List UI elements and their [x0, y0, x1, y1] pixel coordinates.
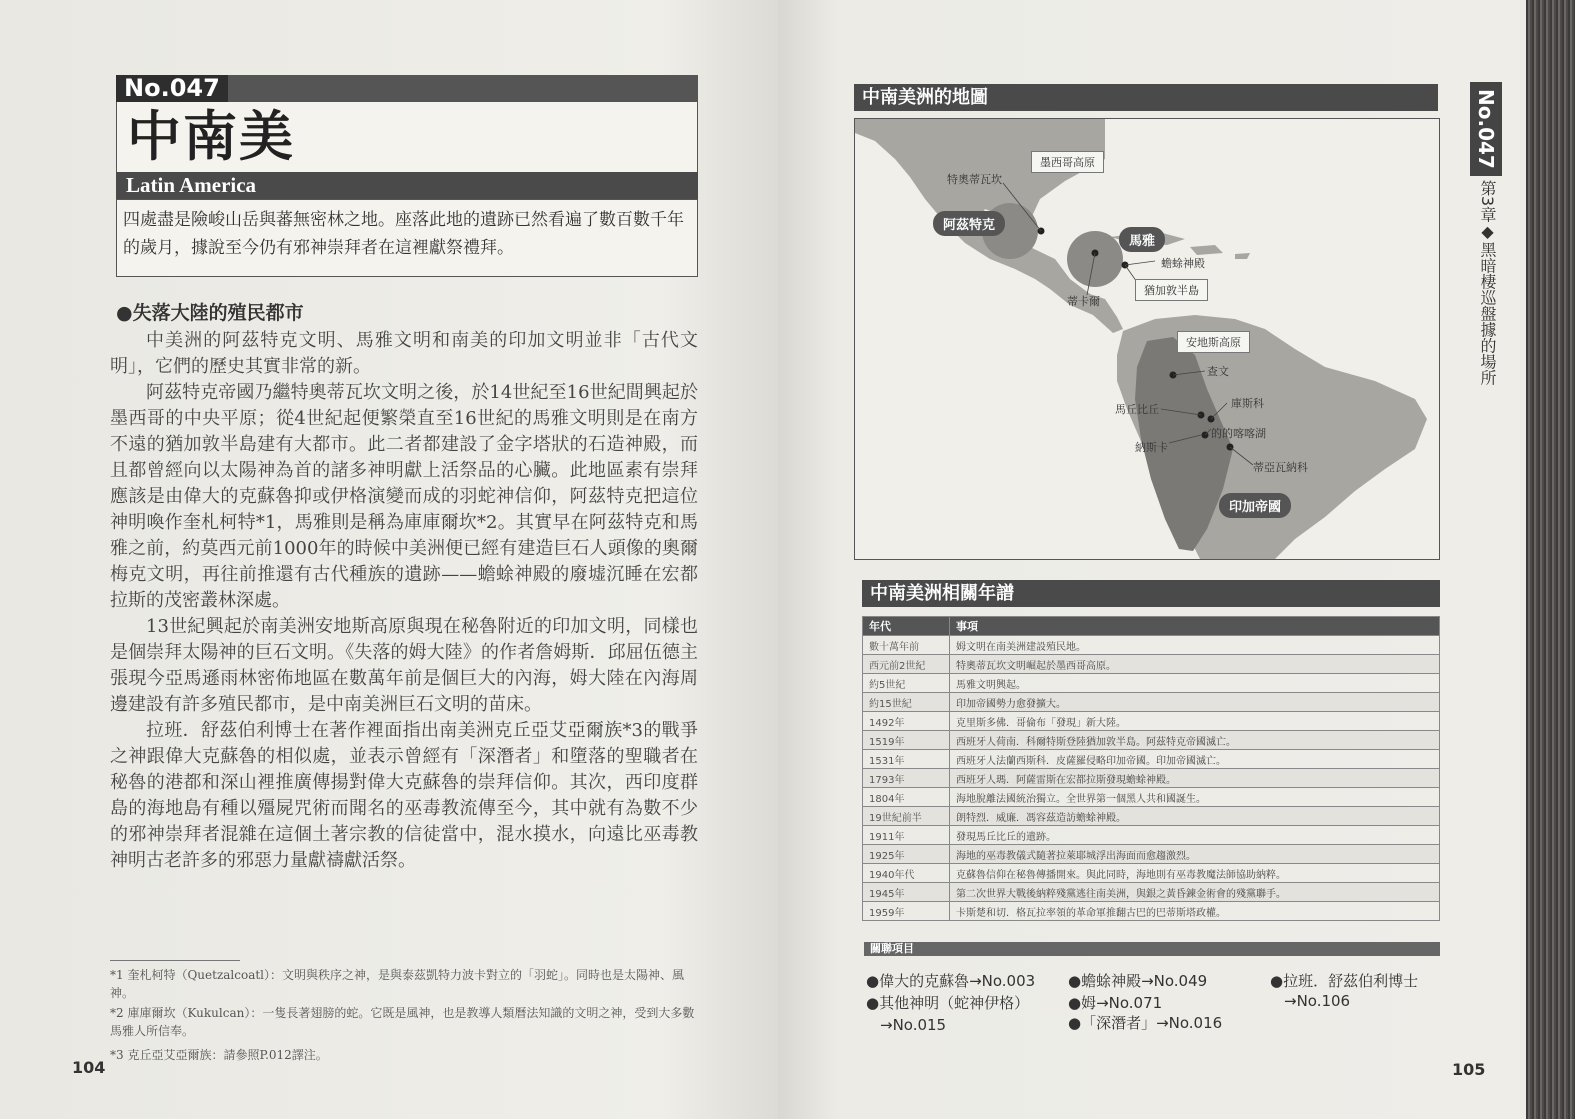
timeline-event: 海地的巫毒教儀式隨著拉萊耶城浮出海面而愈趨激烈。	[950, 845, 1440, 864]
side-chapter-title: 第3章◆黑暗棲巡盤據的場所	[1478, 180, 1497, 386]
timeline-year: 數十萬年前	[863, 636, 950, 655]
timeline-row	[863, 712, 1440, 731]
timeline-year: 1945年	[863, 883, 950, 902]
timeline-year: 1911年	[863, 826, 950, 845]
paragraph: 阿茲特克帝國乃繼特奧蒂瓦坎文明之後，於14世紀至16世紀間興起於墨西哥的中央平原；從4世紀起便繁榮直至16世紀的馬雅文明則是在南方不遠的猶加敦半島建有大都市。此二者都建設了金字塔狀的石造神殿，而且都曾經向以太陽神為首的諸多神明獻上活祭品的心臟。此地區素有崇拜應該是由偉大的克蘇魯抑或伊格演變而成的羽蛇神信仰，阿茲特克把這位神明喚作奎札柯特*1，馬雅則是稱為庫庫爾坎*2。其實早在阿茲特克和馬雅之前，約莫西元前1000年的時候中美洲便已經有建造巨石人頭像的奧爾梅克文明，再往前推還有古代種族的遺跡——蟾蜍神殿的廢墟沉睡在宏都拉斯的茂密叢林深處。	[110, 382, 698, 611]
timeline-year: 1959年	[863, 902, 950, 921]
map-badge-aztec: 阿茲特克	[933, 211, 1005, 236]
paragraph: 中美洲的阿茲特克文明、馬雅文明和南美的印加文明並非「古代文明」，它們的歷史其實非常的新。	[110, 330, 698, 377]
timeline-event: 馬雅文明興起。	[950, 674, 1440, 693]
timeline-event: 西班牙人荷南．科爾特斯登陸猶加敦半島。阿茲特克帝國滅亡。	[950, 731, 1440, 750]
map-label-tikal: 蒂卡爾	[1067, 295, 1100, 308]
timeline-year: 1804年	[863, 788, 950, 807]
paragraph: 13世紀興起於南美洲安地斯高原與現在秘魯附近的印加文明，同樣也是個崇拜太陽神的巨石文明。《失落的姆大陸》的作者詹姆斯．邱屈伍德主張現今亞馬遜雨林密佈地區在數萬年前是個巨大的內海，姆大陸在內海周邊建設有許多殖民都市，是中南美洲巨石文明的苗床。	[110, 616, 698, 715]
timeline-event: 西班牙人法蘭西斯科．皮薩羅侵略印加帝國。印加帝國滅亡。	[950, 750, 1440, 769]
map-label-nazca: 納斯卡	[1135, 441, 1168, 454]
map-label-mexico-plateau: 墨西哥高原	[1031, 151, 1104, 173]
timeline-event: 特奧蒂瓦坎文明崛起於墨西哥高原。	[950, 655, 1440, 674]
timeline-row	[863, 864, 1440, 883]
timeline-event: 克蘇魯信仰在秘魯傳播開來。與此同時，海地則有巫毒教魔法師協助納粹。	[950, 864, 1440, 883]
related-item[interactable]: ●「深潛者」→No.016	[1068, 1014, 1223, 1032]
timeline-year: 約15世紀	[863, 693, 950, 712]
section-heading: ●失落大陸的殖民都市	[116, 302, 304, 324]
timeline-year: 19世紀前半	[863, 807, 950, 826]
related-item[interactable]: ●蟾蜍神殿→No.049	[1068, 972, 1208, 990]
map-label-machu-picchu: 馬丘比丘	[1115, 403, 1159, 416]
footnote: *2 庫庫爾坎（Kukulcan）：一隻長著翅膀的蛇。它既是風神，也是教導人類曆法知識的文明之神，受到大多數馬雅人所信奉。	[110, 1006, 695, 1038]
timeline-year: 1492年	[863, 712, 950, 731]
related-heading-bar	[864, 942, 1440, 956]
timeline-row	[863, 750, 1440, 769]
timeline-row	[863, 788, 1440, 807]
timeline-row	[863, 807, 1440, 826]
map-label-yucatan: 猶加敦半島	[1135, 279, 1208, 301]
timeline-col-year: 年代	[863, 617, 950, 636]
related-heading: 關聯項目	[870, 942, 914, 955]
page-title: 中南美	[127, 105, 295, 168]
body-text	[110, 328, 698, 874]
map-figure	[854, 118, 1440, 560]
timeline-year: 西元前2世紀	[863, 655, 950, 674]
intro-box: 四處盡是險峻山岳與蕃無密林之地。座落此地的遺跡已然看遍了數百數千年的歲月，據說至今仍有邪神崇拜者在這裡獻祭禮拜。	[116, 199, 698, 277]
map-label-andes: 安地斯高原	[1177, 331, 1250, 353]
map-graphic	[855, 119, 1439, 559]
timeline-year: 1531年	[863, 750, 950, 769]
footnote-divider	[110, 960, 240, 961]
map-label-cuzco: 庫斯科	[1231, 397, 1264, 410]
map-label-titicaca: 的的喀喀湖	[1211, 427, 1266, 440]
timeline-header-row	[863, 617, 1440, 636]
land-hispaniola	[1190, 245, 1223, 255]
timeline-heading: 中南美洲相關年譜	[862, 580, 1440, 607]
title-box	[116, 102, 698, 172]
timeline-row	[863, 674, 1440, 693]
timeline-row	[863, 769, 1440, 788]
footnote: *3 克丘亞艾亞爾族：請參照P.012譯注。	[110, 1048, 328, 1062]
timeline-event: 第二次世界大戰後納粹殘黨逃往南美洲，與銀之黃昏鍊金術會的殘黨聯手。	[950, 883, 1440, 902]
timeline-row	[863, 655, 1440, 674]
timeline-table	[862, 616, 1440, 921]
subtitle: Latin America	[126, 173, 257, 197]
related-item[interactable]: ●拉班．舒茲伯利博士	[1270, 972, 1419, 990]
timeline-event: 發現馬丘比丘的遺跡。	[950, 826, 1440, 845]
timeline-event: 朗特烈．威廉．馮容茲造訪蟾蜍神殿。	[950, 807, 1440, 826]
timeline-year: 約5世紀	[863, 674, 950, 693]
related-item[interactable]: →No.015	[880, 1016, 947, 1034]
timeline-body	[863, 636, 1440, 921]
map-label-teotihuacan: 特奧蒂瓦坎	[947, 173, 1002, 186]
related-item[interactable]: ●偉大的克蘇魯→No.003	[866, 972, 1036, 990]
timeline-year: 1519年	[863, 731, 950, 750]
timeline-year: 1925年	[863, 845, 950, 864]
map-badge-inca: 印加帝國	[1219, 493, 1291, 518]
timeline-row	[863, 826, 1440, 845]
timeline-col-event: 事項	[950, 617, 1440, 636]
timeline-event: 西班牙人瑪．阿薩雷斯在宏都拉斯發現蟾蜍神殿。	[950, 769, 1440, 788]
map-heading: 中南美洲的地圖	[854, 84, 1438, 111]
timeline-event: 海地脫離法國統治獨立。全世界第一個黑人共和國誕生。	[950, 788, 1440, 807]
footnote: *1 奎札柯特（Quetzalcoatl）：文明與秩序之神，是與泰茲凱特力波卡對立的「羽蛇」。同時也是太陽神、風神。	[110, 968, 685, 1000]
paragraph: 拉班．舒茲伯利博士在著作裡面指出南美洲克丘亞艾亞爾族*3的戰爭之神跟偉大克蘇魯的相似處，並表示曾經有「深潛者」和墮落的聖職者在秘魯的港都和深山裡推廣傳揚對偉大克蘇魯的崇拜信仰。其次，西印度群島的海地島有種以殭屍咒術而聞名的巫毒教流傳至今，其中就有為數不少的邪神崇拜者混雜在這個土著宗教的信徒當中，混水摸水，向遠比巫毒教神明古老許多的邪惡力量獻禱獻活祭。	[110, 720, 698, 871]
timeline-event: 姆文明在南美洲建設殖民地。	[950, 636, 1440, 655]
timeline-row	[863, 902, 1440, 921]
timeline-event: 卡斯楚和切．格瓦拉率領的革命軍推翻古巴的巴蒂斯塔政權。	[950, 902, 1440, 921]
timeline-year: 1940年代	[863, 864, 950, 883]
related-item[interactable]: ●其他神明（蛇神伊格）	[866, 994, 1030, 1012]
entry-tag-bar	[116, 75, 698, 102]
map-label-tiahuanaco: 蒂亞瓦納科	[1253, 461, 1308, 474]
map-label-toad-temple: 蟾蜍神殿	[1161, 257, 1205, 270]
page-number: 104	[72, 1058, 106, 1077]
land-puerto-rico	[1235, 253, 1250, 259]
timeline-row	[863, 636, 1440, 655]
timeline-row	[863, 693, 1440, 712]
book-page-edges	[1526, 0, 1575, 1119]
timeline-event: 印加帝國勢力愈發擴大。	[950, 693, 1440, 712]
page-number: 105	[1452, 1060, 1486, 1079]
timeline-event: 克里斯多佛．哥倫布「發現」新大陸。	[950, 712, 1440, 731]
related-item[interactable]: ●姆→No.071	[1068, 994, 1163, 1012]
entry-number: No.047	[116, 75, 228, 102]
subtitle-bar	[116, 172, 698, 199]
map-badge-maya: 馬雅	[1119, 227, 1165, 252]
timeline-row	[863, 845, 1440, 864]
left-page	[0, 0, 778, 1119]
timeline-row	[863, 883, 1440, 902]
timeline-row	[863, 731, 1440, 750]
side-tab-entry: No.047	[1470, 82, 1502, 176]
timeline-year: 1793年	[863, 769, 950, 788]
map-label-chavin: 查文	[1207, 365, 1229, 378]
maya-region	[1067, 231, 1123, 287]
related-item[interactable]: →No.106	[1284, 992, 1351, 1010]
